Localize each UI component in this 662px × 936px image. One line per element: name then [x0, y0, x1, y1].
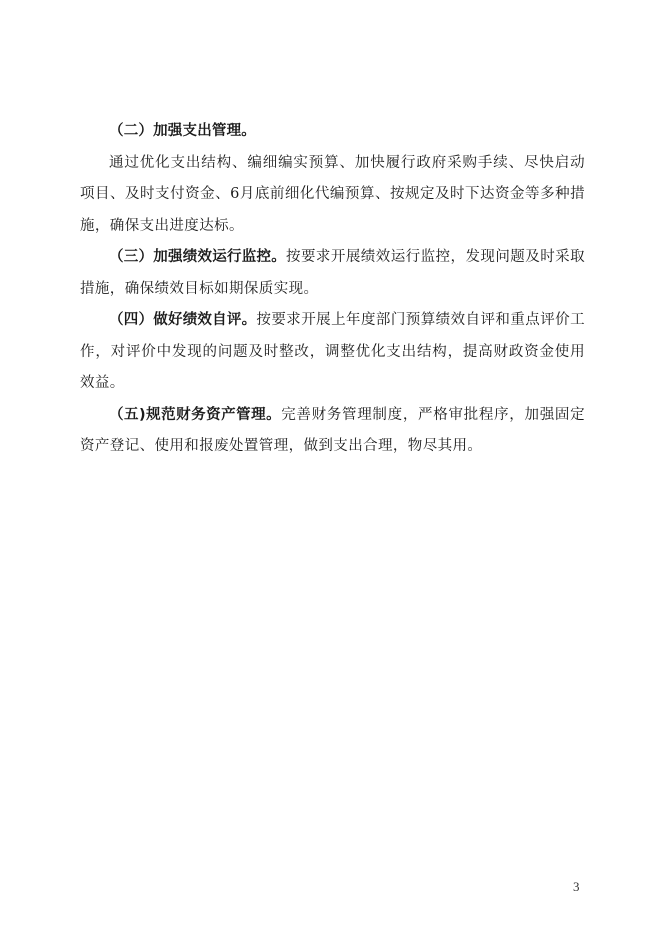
section-4-paragraph: [80, 305, 585, 400]
section-4-body: 按要求开展上年度部门预算绩效自评和重点评价工作，对评价中发现的问题及时整改，调整优化支出结构，提高财政资金使用效益。: [80, 312, 585, 391]
section-2-body-paragraph: [80, 148, 585, 243]
section-3-heading: （三）加强绩效运行监控。: [109, 249, 287, 265]
page-number: 3: [573, 879, 580, 894]
section-5-body: 完善财务管理制度，严格审批程序，加强固定资产登记、使用和报废处置管理，做到支出合理，物尽其用。: [80, 406, 586, 454]
section-2-heading: （二）加强支出管理。: [109, 123, 256, 139]
section-3-paragraph: [80, 242, 585, 305]
section-4-heading: （四）做好绩效自评。: [109, 312, 257, 328]
section-2-paragraph: [80, 116, 585, 148]
section-5-paragraph: [80, 400, 585, 463]
section-2-body: 通过优化支出结构、编细编实预算、加快履行政府采购手续、尽快启动项目、及时支付资金、6月底前细化代编预算、按规定及时下达资金等多种措施，确保支出进度达标。: [80, 154, 585, 234]
section-5-heading: （五)规范财务资产管理。: [109, 406, 282, 423]
section-3-body: 按要求开展绩效运行监控，发现问题及时采取措施，确保绩效目标如期保质实现。: [80, 249, 586, 297]
document-body: [80, 116, 585, 463]
